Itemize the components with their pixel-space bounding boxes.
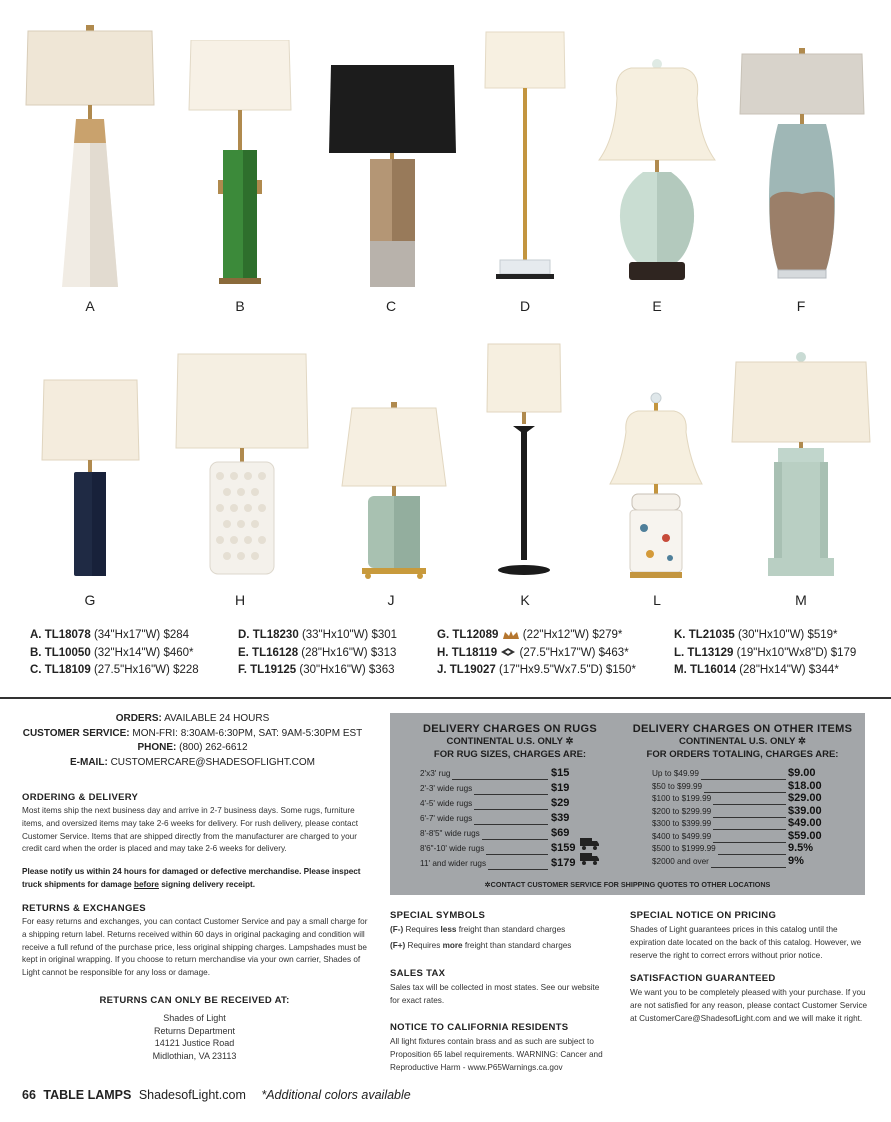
- lamp-j-image: [338, 402, 450, 580]
- other-rate-label: $100 to $199.99: [652, 794, 712, 803]
- crown-icon: [502, 630, 520, 640]
- returns-address: RETURNS CAN ONLY BE RECEIVED AT: Shades of Light Returns Department 14121 Justice Road Midlothian, VA 23113: [99, 995, 290, 1061]
- other-rate-price: $59.00: [788, 829, 822, 842]
- lamp-g-image: [38, 378, 143, 580]
- contact-block: ORDERS: AVAILABLE 24 HOURS CUSTOMER SERVICE: MON-FRI: 8:30AM-6:30PM, SAT: 9AM-5:30PM EST PHONE: (800) 262-6612 E-MAIL: CUSTOMERCARE@SHADESOFLIGHT.COM: [22, 713, 363, 768]
- lamp-m-image: [730, 352, 872, 580]
- other-rate-leader: [704, 792, 786, 793]
- lamp-h-image: [172, 352, 312, 580]
- other-rate-label: $300 to $399.99: [652, 819, 712, 828]
- other-rate-label: $400 to $499.99: [652, 831, 712, 841]
- pricing-notice-section: SPECIAL NOTICE ON PRICING Shades of Light guarantees prices in this catalog until the expiration date located on the back of this catalog. However, we reserve the right to correct errors without prior notice.: [630, 910, 862, 960]
- other-rate-label: $500 to $1999.99: [652, 844, 716, 853]
- other-rate-price: $49.00: [788, 817, 822, 829]
- delivery-rugs-header: DELIVERY CHARGES ON RUGS CONTINENTAL U.S. ONLY ✲ FOR RUG SIZES, CHARGES ARE:: [422, 723, 598, 760]
- lamp-d-image: [480, 30, 570, 285]
- ordering-body: Most items ship the next business day and arrive in 2-7 business days. Some rugs, furniture items, and oversized items may take 2-6 weeks for delivery. For rush delivery, please contact Customer Service. Items that are shipped directly from the manufacturer are charged to your credit card when the order is placed and may take 2-6 weeks for delivery.: [22, 806, 358, 854]
- damage-notice: Please notify us within 24 hours for damaged or defective merchandise. Please inspect truck shipments for damage before signing delivery receipt.: [22, 867, 361, 889]
- other-rate-price: $9.00: [788, 767, 816, 779]
- lamp-letter-j: J: [387, 592, 395, 608]
- product-line: F. TL19125 (30"Hx16"W) $363: [238, 664, 395, 676]
- footer-section: TABLE LAMPS: [43, 1088, 132, 1102]
- lamp-letter-l: L: [653, 592, 661, 608]
- rug-rate-leader: [474, 824, 548, 825]
- rug-rate-price: $69: [551, 827, 570, 839]
- other-rate-price: $29.00: [788, 792, 822, 804]
- other-rate-leader: [711, 867, 786, 868]
- product-line: A. TL18078 (34"Hx17"W) $284: [30, 629, 190, 641]
- lamp-letter-c: C: [385, 298, 397, 314]
- lamp-letter-h: H: [234, 592, 246, 608]
- other-rate-price: $39.00: [788, 804, 822, 817]
- product-line: B. TL10050 (32"Hx14"W) $460*: [30, 646, 194, 659]
- rug-rate-label: 8'-8'5" wide rugs: [420, 829, 480, 838]
- truck-icon: [580, 852, 600, 865]
- lamp-letter-k: K: [520, 592, 530, 608]
- other-rate-label: $200 to $299.99: [652, 806, 712, 816]
- lamp-letter-f: F: [796, 298, 806, 314]
- rug-rate-leader: [488, 869, 548, 870]
- other-rate-leader: [718, 854, 786, 855]
- section-divider: [0, 697, 891, 699]
- lamp-letter-m: M: [795, 592, 807, 608]
- product-line: J. TL19027 (17"Hx9.5"Wx7.5"D) $150*: [437, 664, 636, 676]
- other-rate-label: $2000 and over: [652, 856, 709, 866]
- product-list-col3: [437, 627, 636, 680]
- product-list-col2: [238, 627, 397, 680]
- california-notice-section: NOTICE TO CALIFORNIA RESIDENTS All light fixtures contain brass and as such are subject to Proposition 65 label requirements. WARNING: Cancer and Reproductive Harm - www.P65Warnings.ca.gov: [390, 1022, 603, 1072]
- lamp-a-image: [20, 25, 160, 290]
- rug-rate-label: 11' and wider rugs: [420, 859, 487, 868]
- lamp-l-image: [606, 392, 706, 580]
- rug-rate-leader: [474, 809, 548, 810]
- returns-title: RETURNS & EXCHANGES: [22, 903, 146, 914]
- sales-tax-section: SALES TAX Sales tax will be collected in most states. See our website for exact rates.: [390, 968, 600, 1005]
- other-rate-leader: [713, 804, 786, 805]
- rug-rate-label: 2'x3' rug: [420, 769, 451, 778]
- product-list-col4: [674, 627, 856, 680]
- other-rate-price: $18.00: [788, 779, 822, 792]
- lamp-letter-e: E: [652, 298, 662, 314]
- product-list-col1: [30, 627, 199, 680]
- page-number: 66: [22, 1088, 36, 1102]
- lamp-letter-a: A: [85, 298, 95, 314]
- other-rate-leader: [701, 779, 786, 780]
- lamp-e-image: [595, 58, 720, 286]
- rug-rate-price: $39: [551, 812, 570, 824]
- lamp-c-image: [325, 65, 460, 290]
- product-line: G. TL12089 (22"Hx12"W) $279*: [437, 629, 623, 641]
- other-rate-leader: [713, 817, 786, 818]
- other-rate-leader: [713, 842, 786, 843]
- ordering-title: ORDERING & DELIVERY: [22, 792, 139, 803]
- footer-note: *Additional colors available: [261, 1088, 411, 1102]
- rug-rate-price: $19: [551, 782, 570, 794]
- rug-rate-leader: [452, 779, 548, 780]
- product-line: L. TL13129 (19"Hx10"Wx8"D) $179: [674, 646, 857, 659]
- special-symbols-section: SPECIAL SYMBOLS (F-) Requires less freight than standard charges (F+) Requires more freight than standard charges: [390, 910, 572, 950]
- delivery-other-header: DELIVERY CHARGES ON OTHER ITEMS CONTINENTAL U.S. ONLY ✲ FOR ORDERS TOTALING, CHARGES ARE:: [632, 723, 853, 760]
- other-rate-price: 9%: [788, 854, 804, 867]
- footer-site: ShadesofLight.com: [138, 1088, 246, 1102]
- other-rate-price: 9.5%: [788, 842, 814, 854]
- lamp-letter-d: D: [519, 298, 531, 314]
- product-line: E. TL16128 (28"Hx16"W) $313: [238, 646, 397, 659]
- product-line: D. TL18230 (33"Hx10"W) $301: [238, 629, 398, 641]
- product-line: M. TL16014 (28"Hx14"W) $344*: [674, 664, 839, 676]
- rug-rate-leader: [486, 854, 548, 855]
- lamp-b-image: [185, 40, 295, 288]
- delivery-footnote: ✲CONTACT CUSTOMER SERVICE FOR SHIPPING QUOTES TO OTHER LOCATIONS: [484, 880, 771, 889]
- rug-rate-leader: [474, 794, 548, 795]
- returns-body: For easy returns and exchanges, you can contact Customer Service and pay a small charge for a shipping return label. Returns received within 60 days in original packaging and condition will receive a full refund of the purchase price, less original shipping charges. Lampshades must be kept in original wrapping. If you choose to return merchandise via your own carrier, Shades of Light cannot be responsible for any loss or damage.: [22, 917, 368, 978]
- lamp-k-image: [483, 342, 565, 578]
- lamp-f-image: [738, 48, 866, 288]
- satisfaction-section: SATISFACTION GUARANTEED We want you to be completely pleased with your purchase. If you are not satisfied for any reason, please contact Customer Service at CustomerCare@ShadesofLight.com and we will make it right.: [630, 973, 868, 1023]
- rug-rate-label: 6'-7' wide rugs: [420, 814, 473, 823]
- rug-rate-price: $29: [551, 797, 570, 809]
- lamp-letter-b: B: [235, 298, 245, 314]
- product-line: C. TL18109 (27.5"Hx16"W) $228: [30, 664, 199, 676]
- other-rate-label: $50 to $99.99: [652, 781, 703, 791]
- diamond-pattern-icon: [500, 647, 516, 657]
- rug-rate-label: 2'-3' wide rugs: [420, 784, 473, 793]
- returns-section: [22, 903, 372, 980]
- truck-icon: [580, 837, 600, 850]
- product-line: H. TL18119 (27.5"Hx17"W) $463*: [437, 646, 629, 659]
- other-rate-label: Up to $49.99: [652, 769, 699, 778]
- rug-rate-leader: [482, 839, 548, 840]
- delivery-charges-box: [390, 713, 865, 895]
- product-line: K. TL21035 (30"Hx10"W) $519*: [674, 629, 838, 641]
- ordering-section: [22, 792, 372, 892]
- rug-rate-price: $179: [551, 857, 576, 869]
- rug-rate-label: 8'6"-10' wide rugs: [420, 844, 485, 853]
- page-footer: [22, 1088, 411, 1102]
- rug-rate-price: $15: [551, 767, 570, 779]
- other-rate-leader: [713, 829, 786, 830]
- lamp-letter-g: G: [84, 592, 96, 608]
- rug-rate-label: 4'-5' wide rugs: [420, 799, 473, 808]
- rug-rate-price: $159: [551, 842, 576, 854]
